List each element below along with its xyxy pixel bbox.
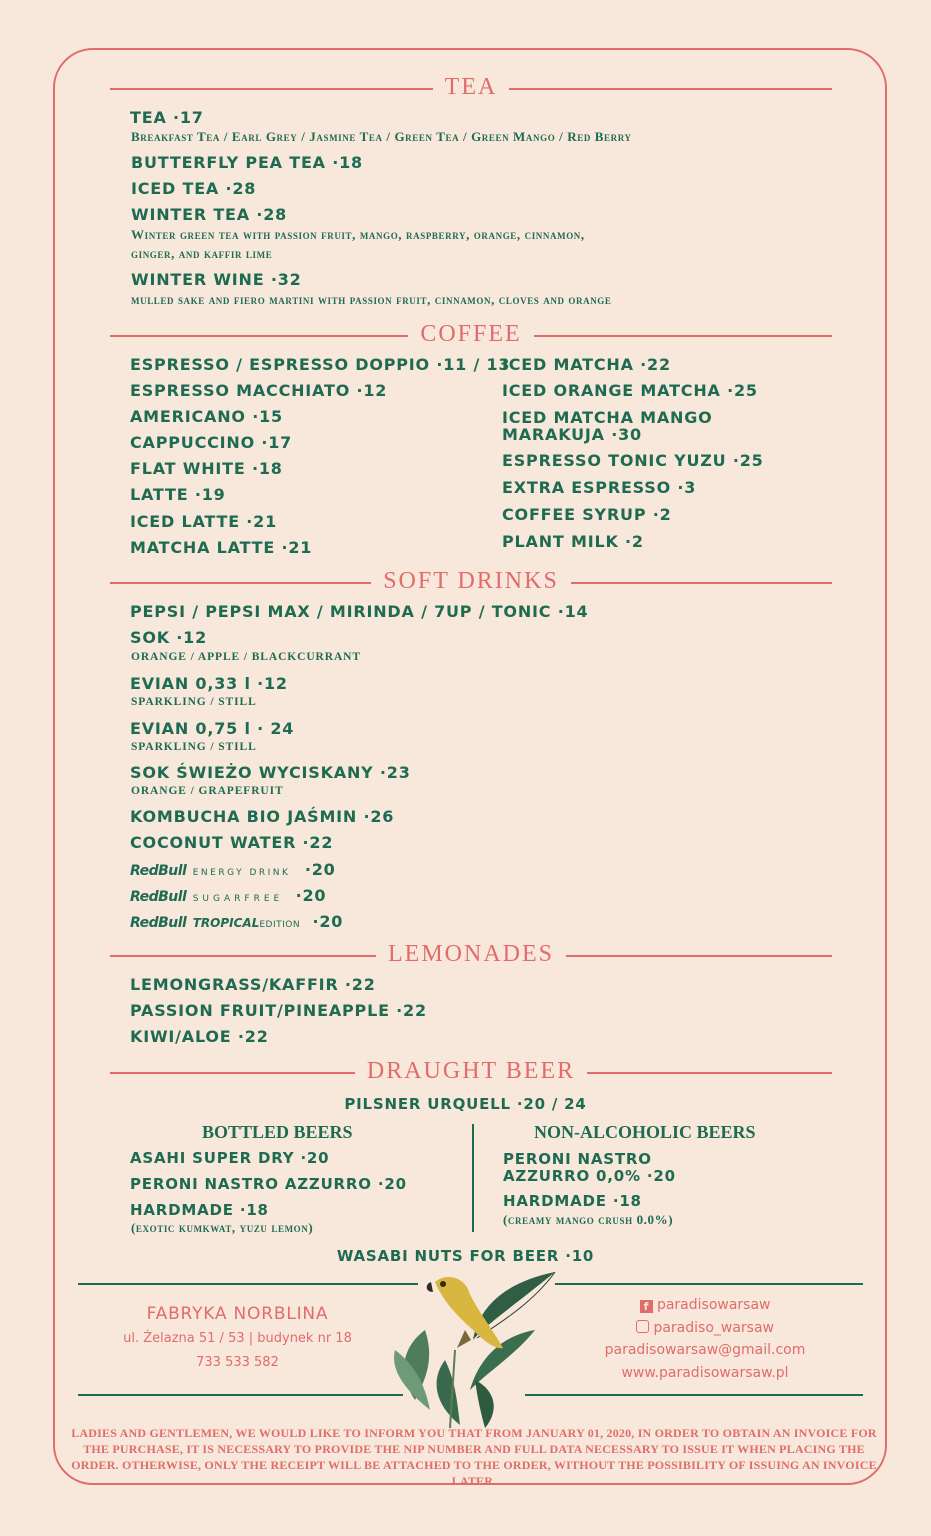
item-description: SPARKLING / STILL	[131, 696, 257, 708]
menu-item: ICED TEA ·28	[131, 179, 257, 198]
menu-item: WINTER WINE ·32	[131, 270, 302, 289]
lemonades-title: LEMONADES	[376, 941, 566, 967]
menu-item: PERONI NASTRO	[503, 1150, 652, 1168]
item-description: Breakfast Tea / Earl Grey / Jasmine Tea / Green Tea / Green Mango / Red Berry	[131, 129, 632, 144]
venue-phone[interactable]: 733 533 582	[196, 1355, 279, 1370]
menu-item: HARDMADE ·18	[503, 1192, 642, 1210]
item-description: (exotic kumkwat, yuzu lemon)	[131, 1220, 314, 1235]
price: ·20	[304, 860, 336, 879]
menu-item: PEPSI / PEPSI MAX / MIRINDA / 7UP / TONIC ·14	[130, 602, 589, 621]
menu-item: ICED ORANGE MATCHA ·25	[502, 381, 758, 400]
email-link[interactable]: paradisowarsaw@gmail.com	[604, 1342, 806, 1358]
menu-item: PERONI NASTRO AZZURRO ·20	[130, 1175, 407, 1193]
instagram-handle: paradiso_warsaw	[653, 1320, 774, 1336]
menu-item: PLANT MILK ·2	[502, 532, 644, 551]
item-description: SPARKLING / STILL	[131, 741, 257, 753]
redbull-sugarfree-item	[130, 886, 326, 905]
tea-title: TEA	[433, 74, 510, 100]
parrot-plant-illustration	[385, 1270, 565, 1430]
venue-address: ul. Żelazna 51 / 53 | budynek nr 18	[123, 1331, 352, 1346]
menu-item: ESPRESSO / ESPRESSO DOPPIO ·11 / 13	[130, 355, 511, 374]
menu-item: COFFEE SYRUP ·2	[502, 505, 672, 524]
menu-item: BUTTERFLY PEA TEA ·18	[131, 153, 363, 172]
tea-section-header	[110, 74, 832, 104]
menu-item: WINTER TEA ·28	[131, 205, 288, 224]
facebook-icon: f	[640, 1300, 653, 1313]
instagram-link[interactable]	[600, 1320, 810, 1336]
item-description: (creamy mango crush 0.0%)	[503, 1212, 674, 1227]
item-description: ginger, and kaffir lime	[131, 246, 273, 261]
facebook-handle: paradisowarsaw	[656, 1297, 771, 1313]
footer-rule-bottom-right	[525, 1394, 863, 1396]
coffee-section-header	[110, 321, 832, 351]
item-description: Winter green tea with passion fruit, mango, raspberry, orange, cinnamon,	[131, 227, 585, 242]
menu-item: HARDMADE ·18	[130, 1201, 269, 1219]
menu-item: ASAHI SUPER DRY ·20	[130, 1149, 330, 1167]
menu-item: KOMBUCHA BIO JAŚMIN ·26	[130, 807, 395, 826]
lemonades-section-header	[110, 941, 832, 971]
beer-section-header	[110, 1058, 832, 1088]
menu-item: WASABI NUTS FOR BEER ·10	[336, 1247, 595, 1265]
menu-item: ICED MATCHA MANGO	[502, 408, 713, 427]
menu-item: AZZURRO 0,0% ·20	[503, 1167, 676, 1185]
menu-item: SOK ŚWIEŻO WYCISKANY ·23	[130, 763, 411, 782]
footer-rule-top-left	[78, 1283, 418, 1285]
website-link[interactable]: www.paradisowarsaw.pl	[621, 1365, 789, 1381]
menu-item: ICED LATTE ·21	[130, 512, 278, 531]
menu-item: TEA ·17	[130, 108, 204, 127]
facebook-link[interactable]	[600, 1297, 810, 1313]
menu-item: SOK ·12	[130, 628, 208, 647]
beer-title: DRAUGHT BEER	[355, 1058, 587, 1084]
redbull-logo: RedBull	[130, 889, 187, 905]
menu-item: EVIAN 0,75 l · 24	[130, 719, 295, 738]
redbull-logo: RedBull	[130, 863, 187, 879]
invoice-notice: LADIES AND GENTLEMEN, WE WOULD LIKE TO INFORM YOU THAT FROM JANUARY 01, 2020, IN ORDER TO OBTAIN AN INVOICE FOR THE PURCHASE, IT IS NECESSARY TO PROVIDE THE NIP NUMBER AND FULL DATA NECESSARY TO ISSUE IT WHEN PLACING THE ORDER. OTHERWISE, ONLY THE RECEIPT WILL BE ATTACHED TO THE ORDER, WITHOUT THE POSSIBILITY OF ISSUING AN INVOICE LATER.	[71, 1426, 877, 1488]
menu-item: FLAT WHITE ·18	[130, 459, 283, 478]
price: ·20	[295, 886, 327, 905]
redbull-energy-item	[130, 860, 336, 879]
column-divider	[472, 1124, 474, 1232]
redbull-variant: ENERGY DRINK	[192, 868, 291, 878]
menu-item: MARAKUJA ·30	[502, 425, 642, 444]
soft-drinks-section-header	[110, 568, 832, 598]
footer-rule-top-right	[555, 1283, 863, 1285]
menu-item: PASSION FRUIT/PINEAPPLE ·22	[130, 1001, 427, 1020]
menu-item: MATCHA LATTE ·21	[130, 538, 313, 557]
item-description: ORANGE / GRAPEFRUIT	[131, 785, 284, 797]
venue-name: FABRYKA NORBLINA	[146, 1304, 329, 1324]
menu-item: EXTRA ESPRESSO ·3	[502, 478, 697, 497]
redbull-logo: RedBull	[130, 915, 187, 931]
redbull-tropical-item	[130, 912, 343, 931]
item-description: mulled sake and fiero martini with passion fruit, cinnamon, cloves and orange	[131, 292, 612, 307]
menu-item: COCONUT WATER ·22	[130, 833, 334, 852]
menu-item: KIWI/ALOE ·22	[130, 1027, 269, 1046]
menu-item: ESPRESSO TONIC YUZU ·25	[502, 451, 764, 470]
menu-item: AMERICANO ·15	[130, 407, 283, 426]
redbull-edition: EDITION	[259, 920, 301, 930]
coffee-title: COFFEE	[408, 321, 533, 347]
item-description: ORANGE / APPLE / BLACKCURRANT	[131, 651, 361, 663]
instagram-icon	[636, 1320, 649, 1333]
footer-rule-bottom-left	[78, 1394, 403, 1396]
non-alcoholic-heading: NON-ALCOHOLIC BEERS	[534, 1122, 756, 1142]
menu-item: CAPPUCCINO ·17	[130, 433, 293, 452]
menu-item: LEMONGRASS/KAFFIR ·22	[130, 975, 376, 994]
price: ·20	[312, 912, 344, 931]
menu-item: ICED MATCHA ·22	[502, 355, 671, 374]
menu-item: ESPRESSO MACCHIATO ·12	[130, 381, 388, 400]
soft-drinks-title: SOFT DRINKS	[371, 568, 571, 594]
redbull-variant: SUGARFREE	[192, 894, 284, 904]
menu-item: EVIAN 0,33 l ·12	[130, 674, 288, 693]
menu-item: LATTE ·19	[130, 485, 226, 504]
redbull-variant: TROPICAL	[192, 916, 260, 930]
bottled-beers-heading: BOTTLED BEERS	[202, 1122, 353, 1142]
menu-item: PILSNER URQUELL ·20 / 24	[344, 1095, 587, 1113]
